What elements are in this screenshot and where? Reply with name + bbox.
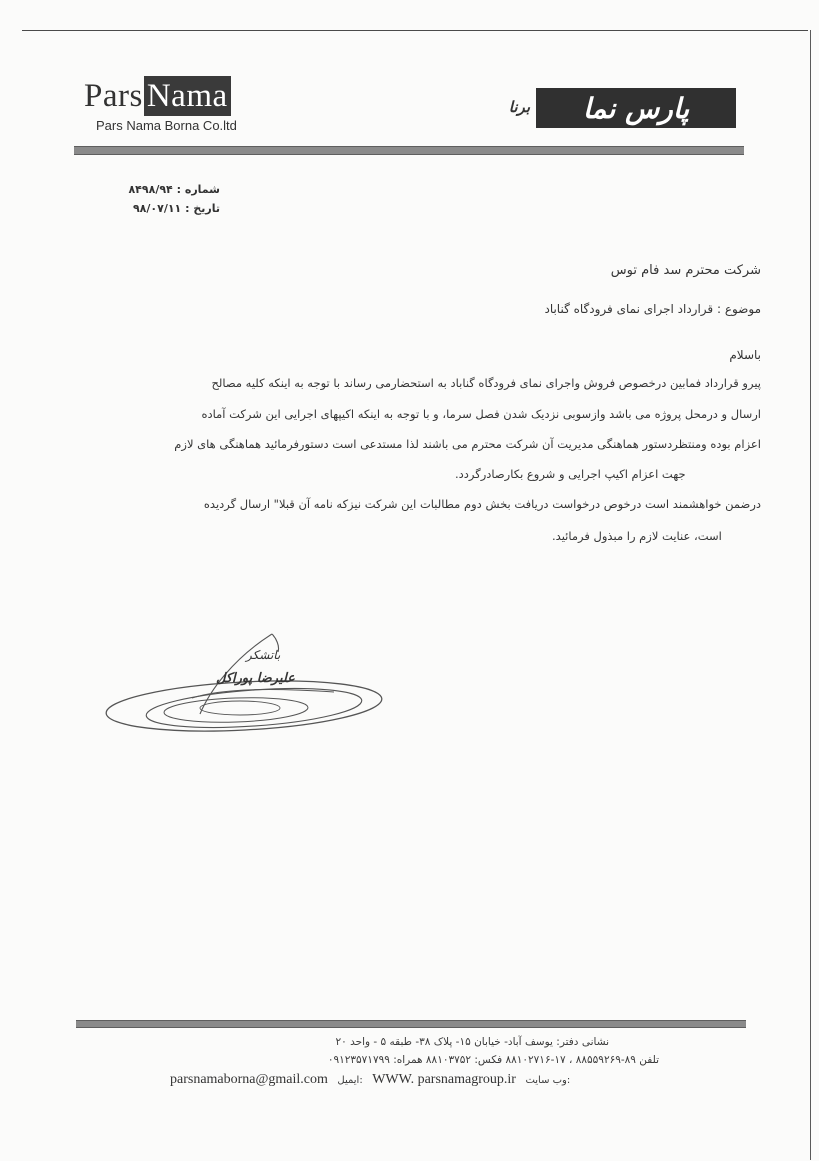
logo-english-part1: Pars xyxy=(84,78,143,114)
body-line: است، عنایت لازم را مبذول فرمائید. xyxy=(552,529,722,543)
logo-persian-wordmark: پارس نما xyxy=(536,88,736,128)
footer-email: parsnamaborna@gmail.com xyxy=(170,1072,328,1087)
closing-phrase: باتشکر xyxy=(246,648,281,662)
logo-english-wordmark xyxy=(84,76,231,116)
footer-phones: تلفن ۸۹-۸۸۵۵۹۲۶۹ ، ۱۷-۸۸۱۰۲۷۱۶ فکس: ۸۸۱۰۳۷۵۲ همراه: ۰۹۱۲۳۵۷۱۷۹۹ xyxy=(327,1054,659,1066)
footer-website-label: وب سایت: xyxy=(525,1075,571,1086)
logo-persian-suffix: برنا xyxy=(508,98,530,116)
recipient: شرکت محترم سد فام توس xyxy=(610,263,761,278)
logo-persian xyxy=(490,84,736,134)
subject: موضوع : قرارداد اجرای نمای فرودگاه گناباد xyxy=(544,302,761,316)
header-divider xyxy=(74,146,744,155)
body-line: جهت اعزام اکیپ اجرایی و شروع بکارصادرگردد. xyxy=(455,467,686,481)
greeting: باسلام xyxy=(729,348,761,362)
logo-english xyxy=(84,76,274,136)
scan-edge-top xyxy=(22,30,808,31)
scan-edge-right xyxy=(810,30,811,1160)
footer-web-contact xyxy=(170,1072,576,1088)
letter-date: تاریخ : ۹۸/۰۷/۱۱ xyxy=(132,202,220,215)
body-line: درضمن خواهشمند است درخوص درخواست دریافت بخش دوم مطالبات این شرکت نیزکه نامه آن قبلا" ارسال گردیده xyxy=(203,497,761,511)
footer-divider xyxy=(76,1020,746,1028)
footer-address: نشانی دفتر: یوسف آباد- خیابان ۱۵- پلاک ۳۸- طبقه ۵ - واحد ۲۰ xyxy=(335,1036,609,1048)
body-line: اعزام بوده ومنتظردستور هماهنگی مدیریت آن شرکت محترم می باشند لذا مستدعی است دستورفرمائید هماهنگی های لازم xyxy=(174,437,761,451)
reference-block xyxy=(110,180,220,218)
signer-name: علیرضا پوراکل xyxy=(216,671,295,686)
letter-number: شماره : ۸۴۹۸/۹۴ xyxy=(128,183,220,196)
logo-english-subtitle: Pars Nama Borna Co.ltd xyxy=(96,118,237,133)
footer-website: WWW. parsnamagroup.ir xyxy=(372,1072,516,1087)
logo-english-part2: Nama xyxy=(144,76,231,116)
footer-email-label: ایمیل: xyxy=(337,1075,363,1086)
body-line: ارسال و درمحل پروژه می باشد وازسوبی نزدیک شدن فصل سرما، و با توجه به اینکه اکیپهای اجرایی این شرکت آماده xyxy=(201,407,761,421)
body-line: پیرو قرارداد فمابین درخصوص فروش واجرای نمای فرودگاه گناباد به استحضارمی رساند با توجه به اینکه کلیه مصالح xyxy=(211,376,761,390)
